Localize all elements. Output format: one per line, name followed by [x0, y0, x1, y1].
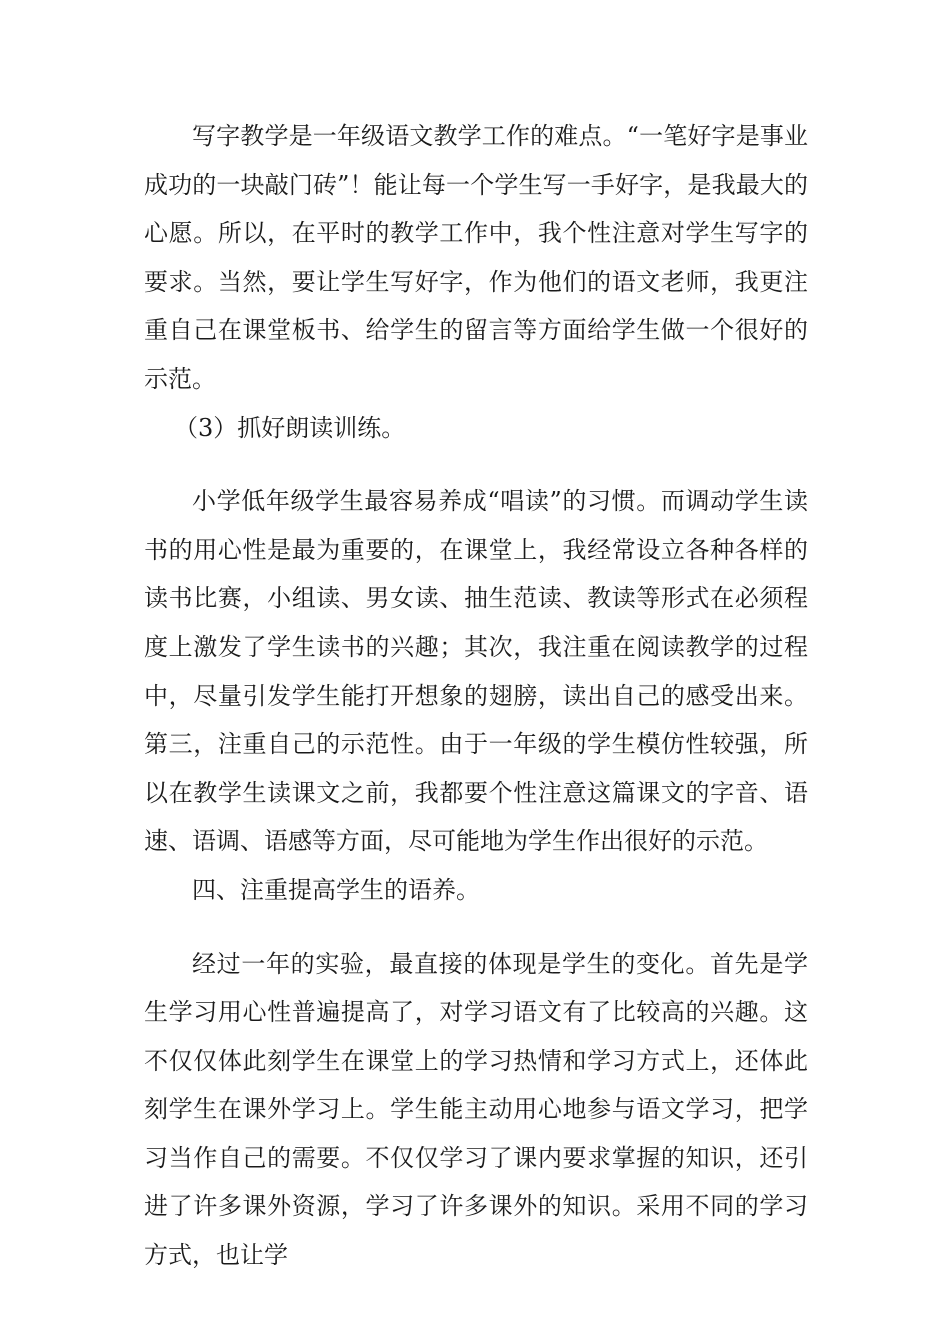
paragraph-writing-teaching: 写字教学是一年级语文教学工作的难点。“一笔好字是事业成功的一块敲门砖”！能让每一个学生写一手好字，是我最大的心愿。所以，在平时的教学工作中，我个性注意对学生写字的要求。当然，要让学生写好字，作为他们的语文老师，我更注重自己在课堂板书、给学生的留言等方面给学生做一个很好的示范。 [144, 122, 808, 393]
paragraph-reading-habits: 小学低年级学生最容易养成“唱读”的习惯。而调动学生读书的用心性是最为重要的，在课堂上，我经常设立各种各样的读书比赛，小组读、男女读、抽生范读、教读等形式在必须程度上激发了学生读书的兴趣；其次，我注重在阅读教学的过程中，尽量引发学生能打开想象的翅膀，读出自己的感受出来。第三，注重自己的示范性。由于一年级的学生模仿性较强，所以在教学生读课文之前，我都要个性注意这篇课文的字音、语速、语调、语感等方面，尽可能地为学生作出很好的示范。 [144, 487, 808, 856]
heading-language-literacy: 四、注重提高学生的语养。 [192, 875, 480, 904]
paragraph-experiment-results: 经过一年的实验，最直接的体现是学生的变化。首先是学生学习用心性普遍提高了，对学习语文有了比较高的兴趣。这不仅仅体此刻学生在课堂上的学习热情和学习方式上，还体此刻学生在课外学习上。学生能主动用心地参与语文学习，把学习当作自己的需要。不仅仅学习了课内要求掌握的知识，还引进了许多课外资源，学习了许多课外的知识。采用不同的学习方式，也让学 [144, 949, 808, 1270]
subheading-reading-training: （3）抓好朗读训练。 [174, 413, 406, 442]
document-body [144, 112, 808, 1280]
